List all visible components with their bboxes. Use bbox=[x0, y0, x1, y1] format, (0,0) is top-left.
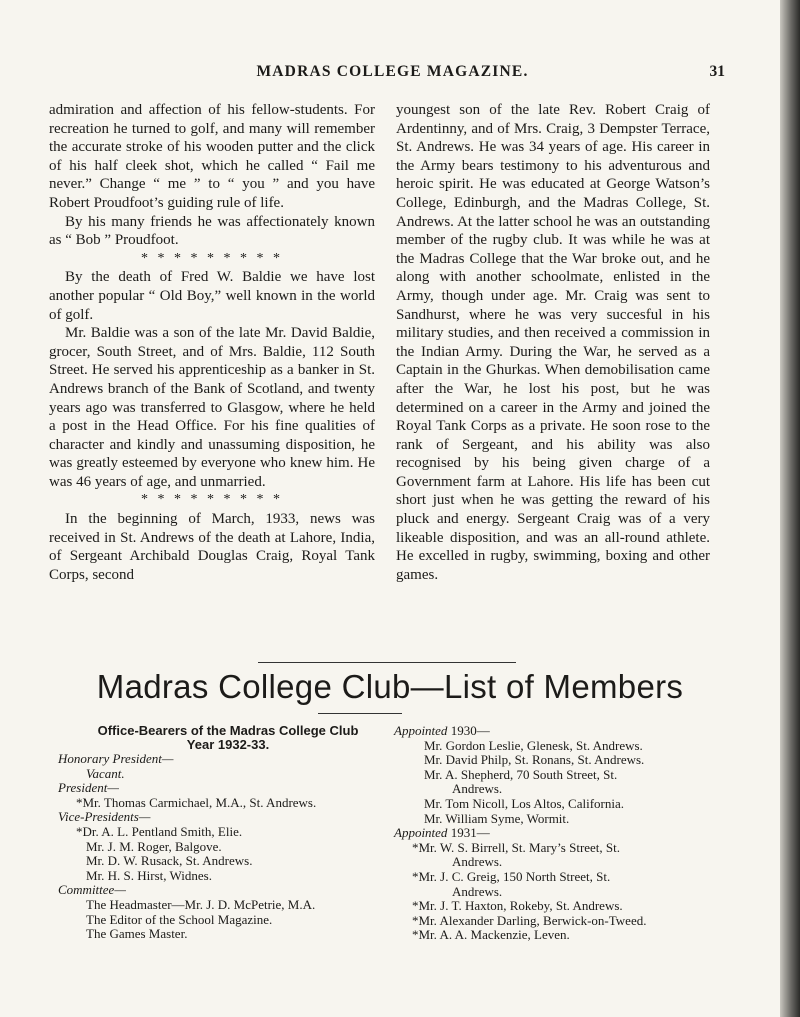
role-label: Vice-Presidents— bbox=[58, 809, 151, 825]
appointed-label: Appointed bbox=[394, 723, 448, 738]
section-separator: * * * * * * * * * bbox=[141, 250, 283, 266]
club-list-title: Madras College Club—List of Members bbox=[96, 668, 684, 705]
list-item: The Games Master. bbox=[86, 926, 188, 942]
role-label: Honorary President— bbox=[58, 751, 174, 766]
role-holder: Vacant. bbox=[86, 765, 125, 781]
list-item: The Headmaster—Mr. J. D. McPetrie, M.A. bbox=[86, 896, 316, 912]
role-label: Committee— bbox=[58, 882, 126, 898]
appointed-year: 1930— bbox=[447, 723, 490, 738]
appointed-year: 1931— bbox=[447, 825, 490, 841]
list-item: Mr. William Syme, Wormit. bbox=[424, 810, 570, 826]
list-item: Mr. A. Shepherd, 70 South Street, St. bbox=[424, 766, 618, 782]
list-item: *Mr. A. A. Mackenzie, Leven. bbox=[412, 927, 570, 943]
appointed-heading bbox=[394, 724, 716, 739]
paragraph: By his many friends he was affectionately known as “ Bob ” Proudfoot. bbox=[49, 213, 375, 249]
list-item: *Mr. W. S. Birrell, St. Mary’s Street, St. bbox=[412, 839, 621, 855]
list-item: Mr. Gordon Leslie, Glenesk, St. Andrews. bbox=[424, 737, 643, 753]
paragraph: admiration and affection of his fellow-students. For recreation he turned to golf, and many will remember the accurate stroke of his wooden putter and the click of his half cleek shot, which he called “ Fail me never.” Change “ me ” to “ you ” and you have Robert Proudfoot’s guiding rule of life. bbox=[49, 102, 375, 211]
paragraph: youngest son of the late Rev. Robert Craig of Ardentinny, and of Mrs. Craig, 3 Dempster Terrace, St. Andrews. He was 34 years of age. His career in the Army bears testimony to his adventurous and heroic spirit. He was educated at George Watson’s College, Edinburgh, and the Madras College, St. Andrews. At the latter school he was an outstanding member of the rugby club. It was while he was at the Madras College that the War broke out, and he along with another schoolmate, enlisted in the Army, though under age. Mr. Craig was sent to Sandhurst, where he was very succesful in his military studies, and then received a commission in the Indian Army. During the War, he served as a Captain in the Ghurkas. When demobilisation came after the War, he lost his post, but he was determined on a career in the Army and joined the Royal Tank Corps as a private. He soon rose to the rank of Sergeant, and his ability was also recognised by his being given charge of a Government farm at Lahore. His life has been cut short just when he was getting the reward of his pluck and energy. Sergeant Craig was of a very likeable disposition, and was an all-round athlete. He excelled in rugby, swimming, boxing and other games. bbox=[396, 102, 710, 583]
paragraph: Mr. Baldie was a son of the late Mr. David Baldie, grocer, South Street, and of Mrs. Baldie, 112 South Street. He served his apprenticeship as a banker in St. Andrews branch of the Bank of Scotland, and twenty years ago was transferred to Glasgow, where he held a post in the Head Office. For his fine qualities of character and kindly and unassuming disposition, he was greatly esteemed by everyone who knew him. He was 46 years of age, and unmarried. bbox=[49, 325, 375, 490]
office-bearers-list bbox=[58, 724, 388, 942]
magazine-title: MADRAS COLLEGE MAGAZINE. bbox=[256, 63, 529, 80]
divider-rule bbox=[258, 662, 516, 663]
paragraph: By the death of Fred W. Baldie we have lost another popular “ Old Boy,” well known in the world of golf. bbox=[49, 269, 375, 323]
role-label: President— bbox=[58, 780, 119, 796]
section-separator: * * * * * * * * * bbox=[141, 492, 283, 508]
list-item-continuation: Andrews. bbox=[452, 854, 503, 870]
list-item: *Mr. J. C. Greig, 150 North Street, St. bbox=[412, 868, 611, 884]
office-bearers-heading: Office-Bearers of the Madras College Club bbox=[97, 723, 359, 738]
appointed-label: Appointed bbox=[394, 825, 448, 841]
list-item-continuation: Andrews. bbox=[452, 781, 503, 797]
list-item: Mr. Tom Nicoll, Los Altos, California. bbox=[424, 795, 624, 811]
list-item: The Editor of the School Magazine. bbox=[86, 911, 273, 927]
right-column bbox=[396, 101, 710, 584]
list-item: Mr. David Philp, St. Ronans, St. Andrews. bbox=[424, 752, 645, 768]
list-item: Mr. J. M. Roger, Balgove. bbox=[86, 838, 222, 854]
list-item: *Mr. Alexander Darling, Berwick-on-Tweed. bbox=[412, 912, 647, 928]
role-holder: *Mr. Thomas Carmichael, M.A., St. Andrews. bbox=[76, 794, 317, 810]
list-item: Mr. D. W. Rusack, St. Andrews. bbox=[86, 853, 253, 869]
page-number: 31 bbox=[709, 63, 725, 80]
list-item: *Mr. J. T. Haxton, Rokeby, St. Andrews. bbox=[412, 898, 623, 914]
list-item-continuation: Andrews. bbox=[452, 883, 503, 899]
appointed-members-list bbox=[394, 724, 716, 943]
left-column bbox=[49, 101, 375, 584]
divider-rule bbox=[318, 713, 402, 714]
page-header bbox=[60, 63, 725, 85]
list-item: Mr. H. S. Hirst, Widnes. bbox=[86, 867, 212, 883]
page-edge-shadow bbox=[780, 0, 800, 1017]
list-item: *Dr. A. L. Pentland Smith, Elie. bbox=[76, 823, 243, 839]
appointed-heading bbox=[394, 826, 716, 841]
office-bearers-year: Year 1932-33. bbox=[186, 737, 270, 752]
paragraph: In the beginning of March, 1933, news was received in St. Andrews of the death at Lahore, India, of Sergeant Archibald Douglas Craig, Royal Tank Corps, second bbox=[49, 511, 375, 583]
